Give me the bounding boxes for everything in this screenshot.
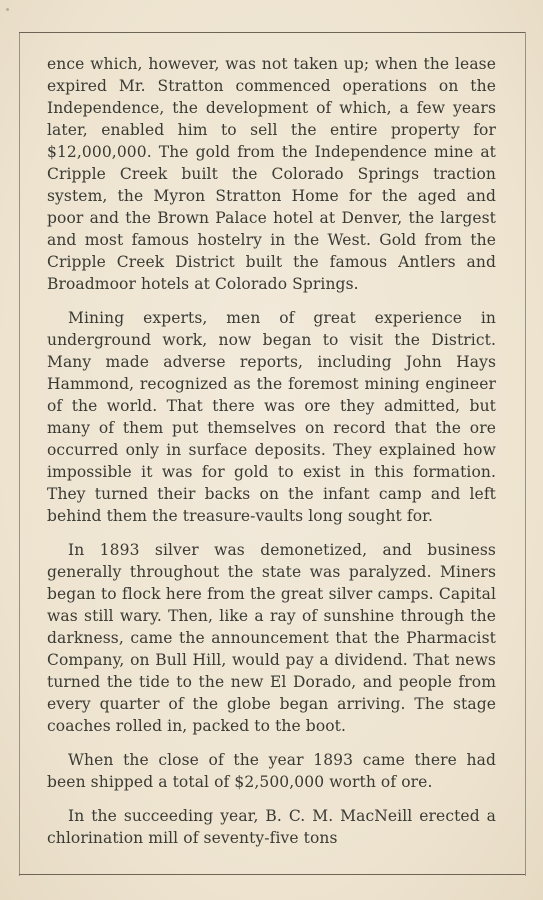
paragraph-1: ence which, however, was not taken up; when the lease expired Mr. Stratton commenced operations on the Independence, the development of which, a few years later, enabled him to sell the entire property for $12,000,000. The gold from the Independence mine at Cripple Creek built the Colorado Springs traction system, the Myron Stratton Home for the aged and poor and the Brown Palace hotel at Denver, the largest and most famous hostelry in the West. Gold from the Cripple Creek District built the famous Antlers and Broadmoor hotels at Colorado Springs. — [47, 55, 496, 293]
body-text — [47, 53, 496, 849]
paragraph-4: When the close of the year 1893 came there had been shipped a total of $2,500,000 worth of ore. — [47, 751, 496, 791]
bottom-rule — [19, 874, 525, 875]
paragraph-2: Mining experts, men of great experience in underground work, now began to visit the District. Many made adverse reports, including John Hays Hammond, recognized as the foremost mining engineer of the world. That there was ore they admitted, but many of them put themselves on record that the ore occurred only in surface deposits. They explained how impossible it was for gold to exist in this formation. They turned their backs on the infant camp and left behind them the treasure-vaults long sought for. — [47, 309, 496, 525]
paragraph-3: In 1893 silver was demonetized, and business generally throughout the state was paralyzed. Miners began to flock here from the great silver camps. Capital was still wary. Then, like a ray of sunshine through the darkness, came the announcement that the Pharmacist Company, on Bull Hill, would pay a dividend. That news turned the tide to the new El Dorado, and people from every quarter of the globe began arriving. The stage coaches rolled in, packed to the boot. — [47, 541, 496, 735]
paragraph-5: In the succeeding year, B. C. M. MacNeill erected a chlorination mill of seventy-five tons — [47, 807, 496, 847]
top-rule — [19, 32, 525, 33]
paper-speck — [6, 8, 9, 11]
